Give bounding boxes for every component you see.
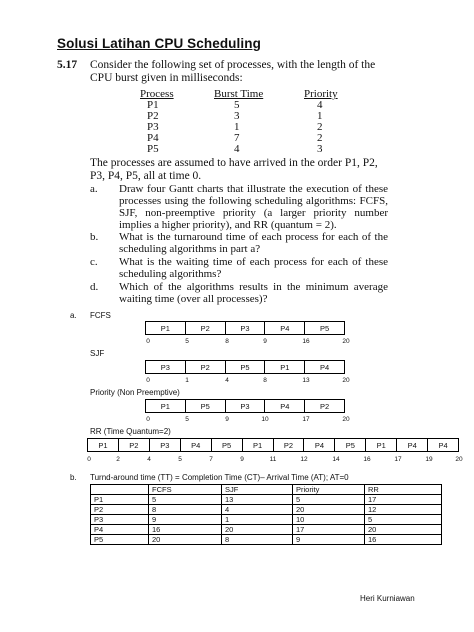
burst-time-header: Burst Time	[214, 88, 264, 100]
gantt-tick: 20	[342, 377, 350, 384]
table-cell: 10	[293, 515, 365, 525]
table-header	[91, 485, 149, 495]
gantt-block: P3	[226, 400, 266, 412]
gantt-title-rr: RR (Time Quantum=2)	[90, 427, 171, 436]
gantt-tick: 9	[225, 416, 229, 423]
answer-a-label: a.	[70, 311, 77, 320]
table-header: RR	[365, 485, 442, 495]
gantt-tick: 9	[240, 456, 244, 463]
gantt-tick: 19	[425, 456, 433, 463]
process-cell: P2	[147, 110, 159, 122]
question-item-c	[90, 256, 390, 280]
gantt-tick: 17	[302, 416, 310, 423]
table-cell: 9	[293, 535, 365, 545]
table-cell: 17	[365, 495, 442, 505]
gantt-tick: 8	[263, 377, 267, 384]
priority-header: Priority	[304, 88, 338, 100]
gantt-block: P4	[397, 439, 428, 451]
gantt-block: P1	[243, 439, 274, 451]
gantt-tick: 5	[185, 416, 189, 423]
table-header: SJF	[222, 485, 293, 495]
table-row	[91, 505, 442, 515]
table-cell: 9	[149, 515, 222, 525]
item-label: a.	[90, 183, 98, 195]
gantt-chart-priority	[145, 399, 345, 413]
table-cell: 5	[293, 495, 365, 505]
item-label: b.	[90, 231, 99, 243]
gantt-tick: 8	[225, 338, 229, 345]
table-cell: P1	[91, 495, 149, 505]
gantt-chart-fcfs	[145, 321, 345, 335]
gantt-block: P1	[146, 400, 186, 412]
gantt-tick: 0	[146, 338, 150, 345]
gantt-block: P4	[304, 439, 335, 451]
priority-cell: 3	[317, 143, 323, 155]
burst-cell: 7	[234, 132, 240, 144]
turnaround-formula: Turnd-around time (TT) = Completion Time (CT)– Arrival Time (AT); AT=0	[90, 473, 349, 482]
gantt-tick: 16	[363, 456, 371, 463]
gantt-tick: 4	[147, 456, 151, 463]
table-cell: 20	[293, 505, 365, 515]
priority-cell: 2	[317, 132, 323, 144]
table-cell: P2	[91, 505, 149, 515]
table-cell: 17	[293, 525, 365, 535]
burst-cell: 4	[234, 143, 240, 155]
gantt-tick: 4	[225, 377, 229, 384]
gantt-block: P4	[438, 440, 448, 450]
gantt-tick: 5	[185, 338, 189, 345]
item-text: Which of the algorithms results in the minimum average waiting time (over all processes)?	[119, 281, 388, 305]
table-row	[91, 515, 442, 525]
table-cell: P4	[91, 525, 149, 535]
table-cell: P3	[91, 515, 149, 525]
gantt-tick: 14	[332, 456, 340, 463]
item-text: Draw four Gantt charts that illustrate the execution of these processes using the following scheduling algorithms: FCFS, SJF, non-preemptive priority (a larger priority number implies a higher priority), and RR (quantum = 2).	[119, 183, 388, 231]
table-cell: 5	[149, 495, 222, 505]
table-header: FCFS	[149, 485, 222, 495]
gantt-block: P5	[335, 439, 366, 451]
gantt-tick: 13	[302, 377, 310, 384]
gantt-title-sjf: SJF	[90, 349, 105, 358]
process-cell: P4	[147, 132, 159, 144]
gantt-block: P5	[186, 400, 226, 412]
gantt-tick: 0	[146, 416, 150, 423]
gantt-block: P3	[150, 439, 181, 451]
gantt-tick: 11	[269, 456, 277, 463]
item-label: c.	[90, 256, 98, 268]
process-cell: P3	[147, 121, 159, 133]
gantt-block: P2	[319, 401, 330, 411]
burst-cell: 1	[234, 121, 240, 133]
gantt-block: P1	[265, 361, 305, 373]
question-item-b	[90, 231, 390, 255]
gantt-tick: 0	[87, 456, 91, 463]
author-name: Heri Kurniawan	[360, 594, 415, 603]
gantt-block: P2	[186, 361, 226, 373]
table-header-row	[91, 485, 442, 495]
table-cell: 4	[222, 505, 293, 515]
table-cell: 20	[149, 535, 222, 545]
process-cell: P5	[147, 143, 159, 155]
gantt-tick: 12	[300, 456, 308, 463]
table-cell: 8	[149, 505, 222, 515]
gantt-chart-rr	[87, 438, 459, 452]
burst-cell: 5	[234, 99, 240, 111]
gantt-block: P4	[265, 400, 305, 412]
gantt-tick: 17	[394, 456, 402, 463]
gantt-tick: 20	[455, 456, 463, 463]
gantt-chart-sjf	[145, 360, 345, 374]
table-cell: 12	[365, 505, 442, 515]
item-text: What is the turnaround time of each process for each of the scheduling algorithms in part a?	[119, 231, 388, 255]
answer-b-label: b.	[70, 473, 77, 482]
gantt-block: P4	[181, 439, 212, 451]
gantt-block: P2	[119, 439, 150, 451]
gantt-tick: 7	[209, 456, 213, 463]
gantt-block: P3	[226, 322, 266, 334]
gantt-block: P2	[186, 322, 226, 334]
table-row	[91, 525, 442, 535]
table-cell: 5	[365, 515, 442, 525]
gantt-block: P4	[265, 322, 305, 334]
gantt-tick: 20	[342, 416, 350, 423]
table-cell: 1	[222, 515, 293, 525]
table-header: Priority	[293, 485, 365, 495]
table-cell: 8	[222, 535, 293, 545]
turnaround-table	[90, 484, 442, 545]
priority-cell: 4	[317, 99, 323, 111]
gantt-block: P5	[226, 361, 266, 373]
table-cell: 20	[365, 525, 442, 535]
table-cell: P5	[91, 535, 149, 545]
gantt-tick: 16	[302, 338, 310, 345]
priority-cell: 2	[317, 121, 323, 133]
gantt-block: P1	[366, 439, 397, 451]
burst-cell: 3	[234, 110, 240, 122]
table-row	[91, 535, 442, 545]
gantt-tick: 1	[185, 377, 189, 384]
priority-cell: 1	[317, 110, 323, 122]
gantt-block: P5	[212, 439, 243, 451]
process-cell: P1	[147, 99, 159, 111]
item-label: d.	[90, 281, 99, 293]
gantt-tick: 5	[178, 456, 182, 463]
table-cell: 20	[222, 525, 293, 535]
table-cell: 13	[222, 495, 293, 505]
gantt-tick: 0	[146, 377, 150, 384]
gantt-block: P2	[274, 439, 305, 451]
gantt-tick: 10	[261, 416, 269, 423]
gantt-block: P3	[146, 361, 186, 373]
table-row	[91, 495, 442, 505]
gantt-block: P1	[88, 439, 119, 451]
gantt-title-fcfs: FCFS	[90, 311, 111, 320]
question-number: 5.17	[57, 59, 78, 71]
gantt-tick: 20	[342, 338, 350, 345]
page-title: Solusi Latihan CPU Scheduling	[57, 36, 261, 51]
gantt-block: P5	[319, 323, 330, 333]
table-cell: 16	[149, 525, 222, 535]
gantt-tick: 2	[116, 456, 120, 463]
arrival-text: The processes are assumed to have arrived in the order P1, P2, P3, P4, P5, all at time 0.	[90, 157, 378, 182]
gantt-block: P1	[146, 322, 186, 334]
gantt-tick: 9	[263, 338, 267, 345]
question-item-a	[90, 183, 390, 231]
item-text: What is the waiting time of each process for each of these scheduling algorithms?	[119, 256, 388, 280]
process-header: Process	[140, 88, 174, 100]
question-text: Consider the following set of processes, with the length of the CPU burst given in milliseconds:	[90, 59, 376, 84]
gantt-block: P4	[319, 362, 330, 372]
table-cell: 16	[365, 535, 442, 545]
gantt-title-priority: Priority (Non Preemptive)	[90, 388, 180, 397]
question-item-d	[90, 281, 390, 305]
